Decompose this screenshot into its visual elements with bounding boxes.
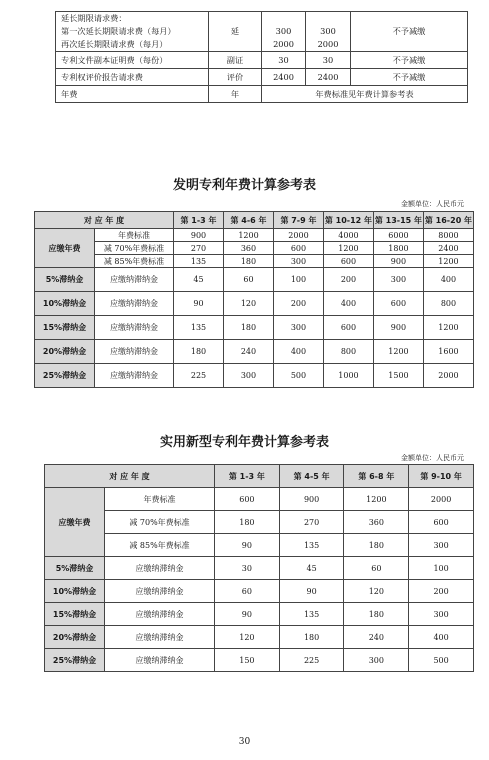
table-cell: 100 — [409, 557, 474, 580]
row-header: 5%滞纳金 — [35, 268, 95, 292]
table-row — [45, 580, 474, 603]
table-cell: 200 — [409, 580, 474, 603]
row-header: 25%滞纳金 — [45, 649, 105, 672]
table-cell: 200 — [323, 268, 373, 292]
row-header: 20%滞纳金 — [35, 340, 95, 364]
table-row — [45, 488, 474, 511]
table-cell: 2400 — [423, 242, 473, 255]
table-cell: 300 — [409, 603, 474, 626]
row-label: 应缴纳滞纳金 — [95, 268, 174, 292]
row-label: 应缴纳滞纳金 — [105, 649, 215, 672]
table-cell: 180 — [174, 340, 224, 364]
fee-amount: 30 — [306, 52, 351, 69]
table-header-row — [45, 465, 474, 488]
table-cell: 180 — [224, 255, 274, 268]
table-cell: 60 — [215, 580, 280, 603]
fee-note: 不予减缴 — [351, 12, 468, 52]
fee-item-name: 专利权评价报告请求费 — [56, 69, 209, 86]
invention-table-title: 发明专利年费计算参考表 — [172, 178, 316, 193]
table-cell: 900 — [279, 488, 344, 511]
table-cell: 45 — [174, 268, 224, 292]
row-header: 15%滞纳金 — [35, 316, 95, 340]
table-row — [35, 229, 474, 242]
row-header: 10%滞纳金 — [35, 292, 95, 316]
column-header: 第 10-12 年 — [323, 212, 373, 229]
table-row — [56, 69, 468, 86]
fee-amount: 2400 — [306, 69, 351, 86]
table-cell: 360 — [224, 242, 274, 255]
table-cell: 180 — [344, 603, 409, 626]
fee-code: 年 — [209, 86, 262, 103]
row-label: 应缴纳滞纳金 — [105, 557, 215, 580]
row-label: 应缴纳滞纳金 — [95, 292, 174, 316]
fee-amount: 300 2000 — [306, 12, 351, 52]
table-cell: 500 — [273, 364, 323, 388]
table-row — [35, 255, 474, 268]
table-cell: 1200 — [423, 255, 473, 268]
column-header: 第 6-8 年 — [344, 465, 409, 488]
table-cell: 180 — [215, 511, 280, 534]
row-header: 25%滞纳金 — [35, 364, 95, 388]
table-cell: 120 — [215, 626, 280, 649]
table-cell: 300 — [373, 268, 423, 292]
table-cell: 150 — [215, 649, 280, 672]
table-cell: 270 — [174, 242, 224, 255]
table-cell: 300 — [344, 649, 409, 672]
table-row — [45, 511, 474, 534]
table-row — [56, 52, 468, 69]
table-row — [45, 649, 474, 672]
table-row — [35, 340, 474, 364]
row-label: 应缴纳滞纳金 — [105, 626, 215, 649]
table-row — [56, 86, 468, 103]
column-header: 第 1-3 年 — [174, 212, 224, 229]
table-row — [56, 12, 468, 52]
table-cell: 240 — [224, 340, 274, 364]
row-label: 应缴纳滞纳金 — [95, 364, 174, 388]
column-header: 第 13-15 年 — [373, 212, 423, 229]
table-cell: 240 — [344, 626, 409, 649]
table-cell: 300 — [224, 364, 274, 388]
fee-item-name: 年费 — [56, 86, 209, 103]
fee-code: 评价 — [209, 69, 262, 86]
column-header: 第 9-10 年 — [409, 465, 474, 488]
fee-note: 不予减缴 — [351, 69, 468, 86]
table-cell: 600 — [373, 292, 423, 316]
table-cell: 300 — [409, 534, 474, 557]
table-cell: 1800 — [373, 242, 423, 255]
table-cell: 900 — [373, 316, 423, 340]
row-label: 应缴纳滞纳金 — [105, 580, 215, 603]
table-cell: 800 — [423, 292, 473, 316]
table-cell: 600 — [409, 511, 474, 534]
table-cell: 270 — [279, 511, 344, 534]
fee-amount: 300 2000 — [262, 12, 306, 52]
column-header: 第 16-20 年 — [423, 212, 473, 229]
table-cell: 1200 — [344, 488, 409, 511]
utility-fee-table — [44, 464, 474, 672]
row-label: 年费标准 — [95, 229, 174, 242]
table-cell: 1000 — [323, 364, 373, 388]
table-cell: 200 — [273, 292, 323, 316]
table-cell: 225 — [174, 364, 224, 388]
fee-merged-note: 年费标准见年费计算参考表 — [262, 86, 468, 103]
table-cell: 135 — [174, 255, 224, 268]
table-cell: 135 — [279, 603, 344, 626]
table-row — [45, 603, 474, 626]
table-cell: 90 — [279, 580, 344, 603]
row-label: 减 85%年费标准 — [95, 255, 174, 268]
table-cell: 45 — [279, 557, 344, 580]
table-cell: 90 — [215, 534, 280, 557]
table-cell: 600 — [323, 316, 373, 340]
table-cell: 2000 — [423, 364, 473, 388]
table-header-row — [35, 212, 474, 229]
column-header: 第 1-3 年 — [215, 465, 280, 488]
row-header: 10%滞纳金 — [45, 580, 105, 603]
table-cell: 225 — [279, 649, 344, 672]
table-row — [35, 292, 474, 316]
table-cell: 1500 — [373, 364, 423, 388]
row-label: 减 70%年费标准 — [105, 511, 215, 534]
table-cell: 135 — [174, 316, 224, 340]
row-group-header: 应缴年费 — [45, 488, 105, 557]
column-header: 第 4-6 年 — [224, 212, 274, 229]
fee-items-table — [55, 11, 468, 103]
table-cell: 135 — [279, 534, 344, 557]
table-cell: 180 — [279, 626, 344, 649]
table-cell: 60 — [344, 557, 409, 580]
table-cell: 6000 — [373, 229, 423, 242]
row-label: 减 85%年费标准 — [105, 534, 215, 557]
table-cell: 400 — [409, 626, 474, 649]
fee-note: 不予减缴 — [351, 52, 468, 69]
fee-item-name: 专利文件副本证明费（每份） — [56, 52, 209, 69]
column-header: 对 应 年 度 — [35, 212, 174, 229]
table-cell: 400 — [273, 340, 323, 364]
table-cell: 2000 — [273, 229, 323, 242]
table-cell: 8000 — [423, 229, 473, 242]
table-cell: 600 — [323, 255, 373, 268]
utility-unit-label: 金额单位：人民币元 — [401, 454, 464, 462]
table-cell: 1200 — [224, 229, 274, 242]
fee-code: 副证 — [209, 52, 262, 69]
table-cell: 90 — [215, 603, 280, 626]
row-header: 20%滞纳金 — [45, 626, 105, 649]
invention-unit-label: 金额单位：人民币元 — [401, 200, 464, 208]
table-row — [45, 534, 474, 557]
table-cell: 60 — [224, 268, 274, 292]
table-row — [35, 242, 474, 255]
table-cell: 90 — [174, 292, 224, 316]
table-cell: 600 — [215, 488, 280, 511]
table-cell: 2000 — [409, 488, 474, 511]
column-header: 对 应 年 度 — [45, 465, 215, 488]
table-cell: 900 — [373, 255, 423, 268]
table-cell: 600 — [273, 242, 323, 255]
column-header: 第 4-5 年 — [279, 465, 344, 488]
table-row — [35, 316, 474, 340]
table-cell: 500 — [409, 649, 474, 672]
row-header: 5%滞纳金 — [45, 557, 105, 580]
row-label: 应缴纳滞纳金 — [95, 340, 174, 364]
row-label: 应缴纳滞纳金 — [95, 316, 174, 340]
fee-amount: 30 — [262, 52, 306, 69]
table-cell: 4000 — [323, 229, 373, 242]
fee-code: 延 — [209, 12, 262, 52]
row-header: 15%滞纳金 — [45, 603, 105, 626]
table-cell: 180 — [224, 316, 274, 340]
table-row — [35, 268, 474, 292]
table-cell: 400 — [323, 292, 373, 316]
table-cell: 300 — [273, 255, 323, 268]
row-group-header: 应缴年费 — [35, 229, 95, 268]
row-label: 年费标准 — [105, 488, 215, 511]
column-header: 第 7-9 年 — [273, 212, 323, 229]
table-cell: 360 — [344, 511, 409, 534]
table-row — [45, 557, 474, 580]
page-number: 30 — [238, 737, 251, 747]
row-label: 应缴纳滞纳金 — [105, 603, 215, 626]
table-cell: 180 — [344, 534, 409, 557]
table-cell: 30 — [215, 557, 280, 580]
row-label: 减 70%年费标准 — [95, 242, 174, 255]
table-cell: 400 — [423, 268, 473, 292]
table-cell: 1600 — [423, 340, 473, 364]
invention-fee-table — [34, 211, 474, 388]
fee-amount: 2400 — [262, 69, 306, 86]
table-cell: 1200 — [323, 242, 373, 255]
table-cell: 100 — [273, 268, 323, 292]
table-row — [45, 626, 474, 649]
table-row — [35, 364, 474, 388]
utility-table-title: 实用新型专利年费计算参考表 — [159, 435, 329, 450]
table-cell: 900 — [174, 229, 224, 242]
table-cell: 1200 — [373, 340, 423, 364]
table-cell: 120 — [224, 292, 274, 316]
table-cell: 800 — [323, 340, 373, 364]
table-cell: 1200 — [423, 316, 473, 340]
fee-item-name: 延长期限请求费： 第一次延长期限请求费（每月） 再次延长期限请求费（每月） — [56, 12, 209, 52]
table-cell: 120 — [344, 580, 409, 603]
table-cell: 300 — [273, 316, 323, 340]
